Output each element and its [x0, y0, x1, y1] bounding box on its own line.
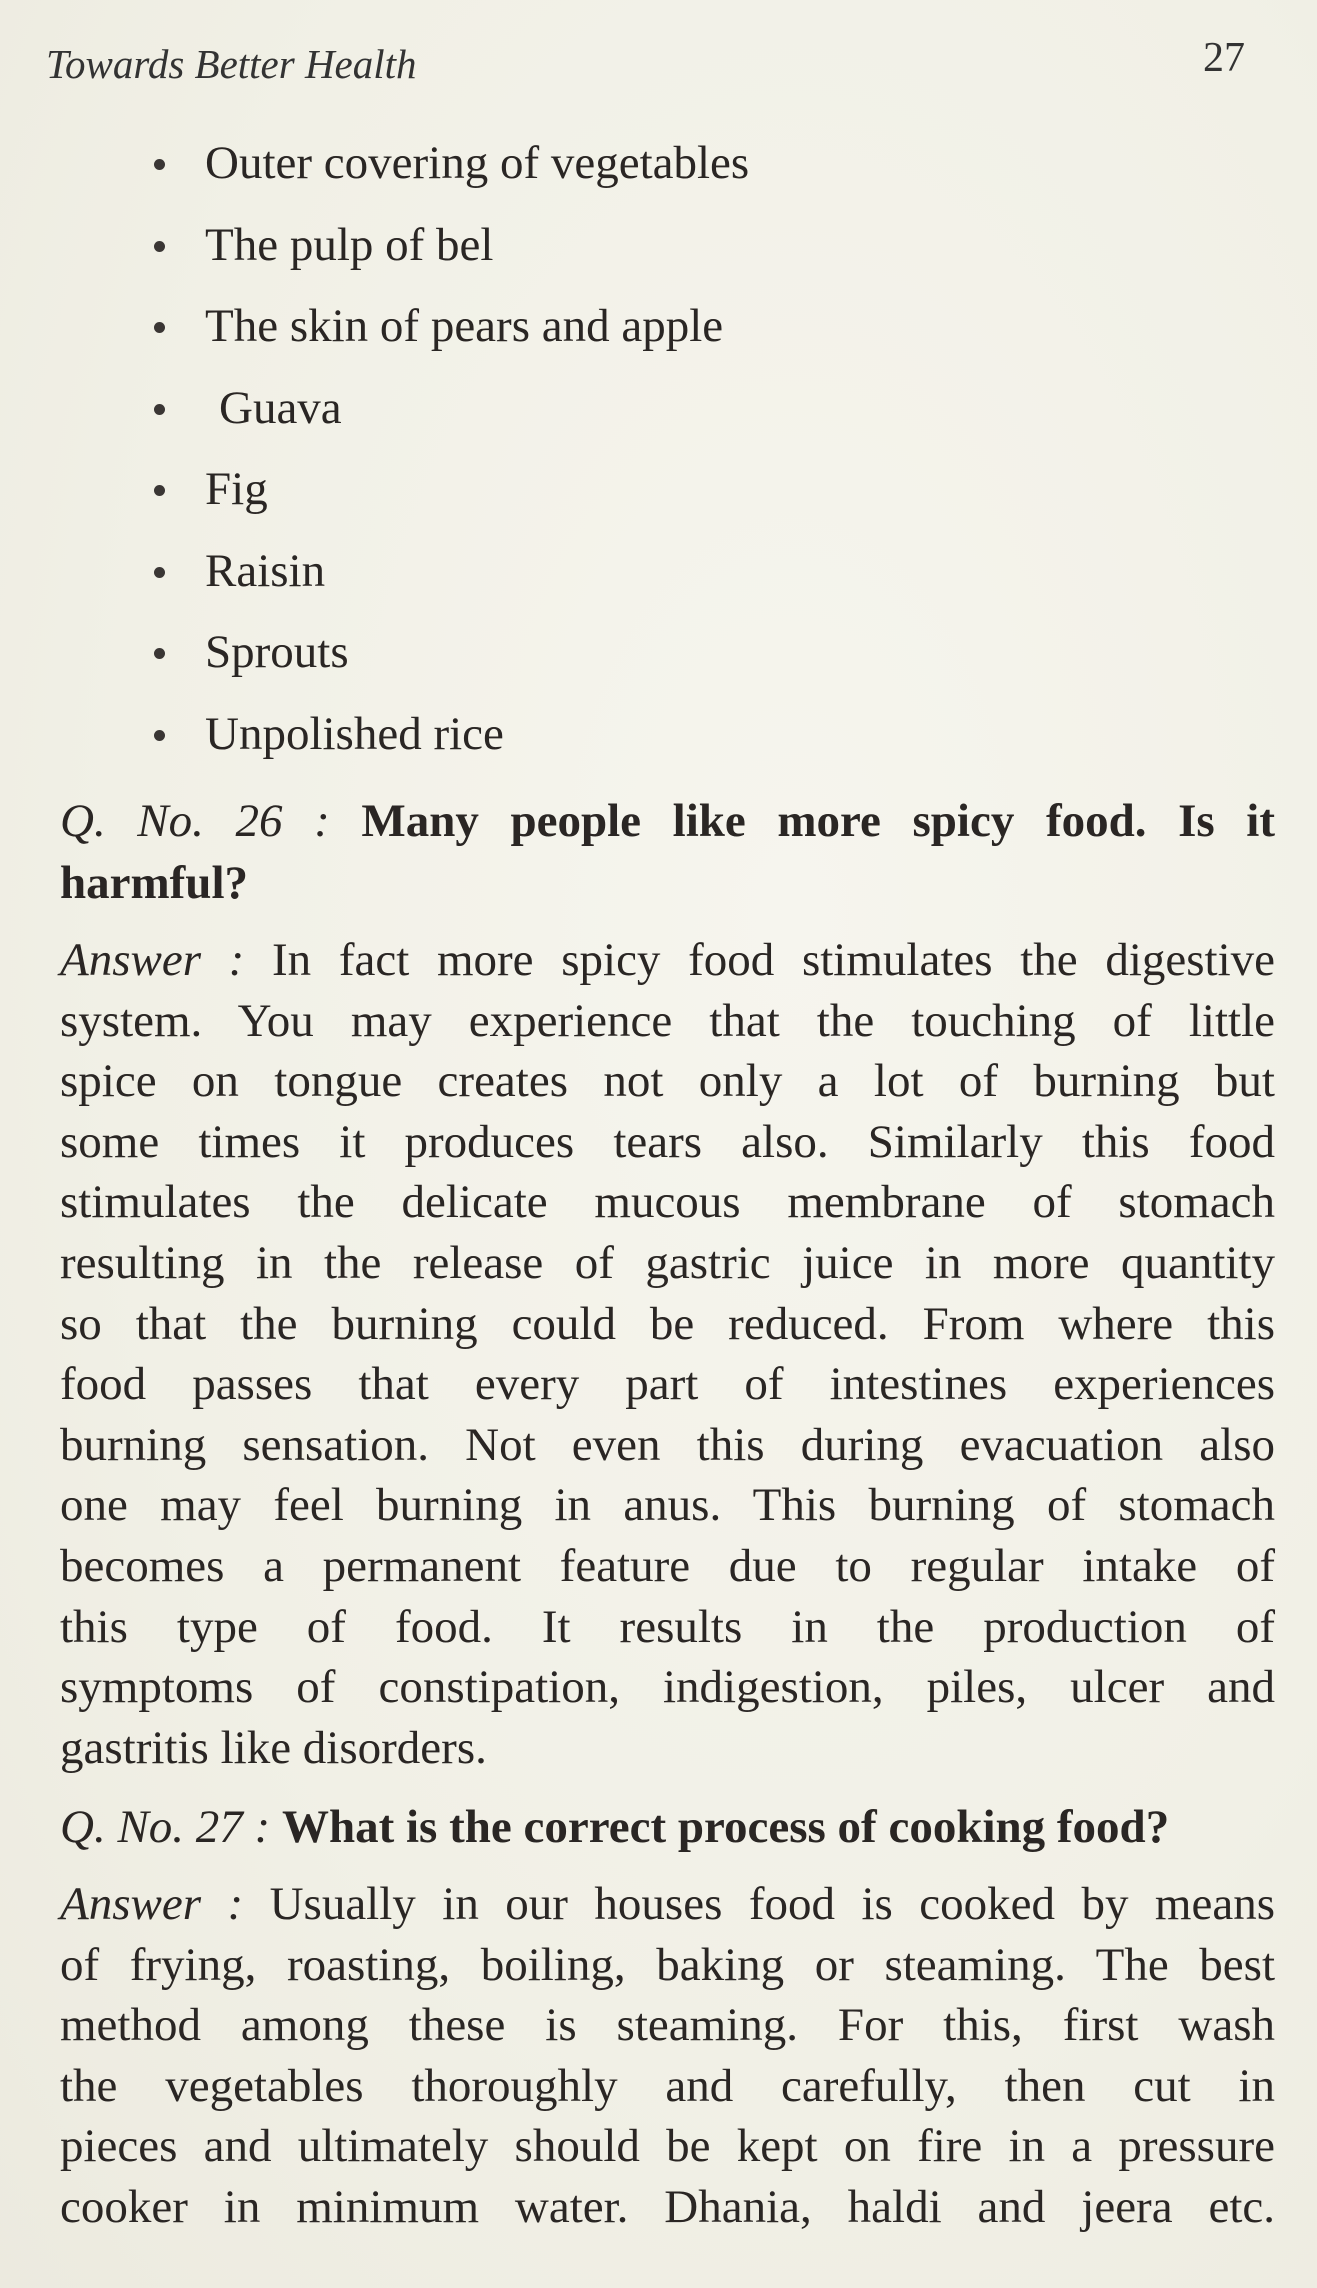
answer-line: stimulates the delicate mucous membrane of stomach	[60, 1176, 1275, 1229]
answer-line: cooker in minimum water. Dhania, haldi and jeera etc.	[60, 2180, 1275, 2233]
answer-line: the vegetables thoroughly and carefully, then cut in	[60, 2059, 1275, 2112]
answer-line: symptoms of constipation, indigestion, piles, ulcer and	[60, 1661, 1275, 1714]
bullet-icon	[154, 648, 165, 659]
list-item: The pulp of bel	[150, 212, 749, 294]
bullet-icon	[154, 404, 165, 415]
question-26	[60, 790, 1275, 914]
bullet-icon	[154, 159, 165, 170]
list-item: Raisin	[150, 538, 749, 620]
answer-line: pieces and ultimately should be kept on fire in a pressure	[60, 2120, 1275, 2173]
bullet-icon	[154, 485, 165, 496]
list-item: The skin of pears and apple	[150, 293, 749, 375]
answer-line: of frying, roasting, boiling, baking or steaming. The best	[60, 1938, 1275, 1991]
question-text: Many people like more spicy food. Is it	[361, 795, 1275, 847]
question-27	[60, 1796, 1275, 1858]
list-item: Fig	[150, 456, 749, 538]
fiber-sources-list	[150, 130, 749, 782]
answer-line: spice on tongue creates not only a lot of burning but	[60, 1055, 1275, 1108]
answer-line: In fact more spicy food stimulates the digestive	[272, 934, 1276, 986]
question-text: harmful?	[60, 857, 248, 909]
answer-line: this type of food. It results in the production of	[60, 1600, 1275, 1653]
question-text: What is the correct process of cooking food?	[281, 1801, 1170, 1853]
list-item: Sprouts	[150, 619, 749, 701]
list-item: Unpolished rice	[150, 701, 749, 783]
answer-line: so that the burning could be reduced. From where this	[60, 1297, 1275, 1350]
answer-27	[60, 1874, 1275, 2238]
page-number: 27	[1203, 35, 1245, 81]
answer-label: Answer :	[60, 934, 245, 986]
answer-label: Answer :	[60, 1878, 244, 1930]
list-item: Guava	[150, 375, 749, 457]
question-label: Q. No. 26 :	[60, 795, 330, 847]
answer-line: gastritis like disorders.	[60, 1721, 487, 1774]
answer-line: Usually in our houses food is cooked by means	[269, 1878, 1275, 1930]
bullet-icon	[154, 730, 165, 741]
running-head: Towards Better Health	[46, 41, 417, 87]
bullet-icon	[154, 567, 165, 578]
answer-line: one may feel burning in anus. This burning of stomach	[60, 1479, 1275, 1532]
question-label: Q. No. 27 :	[60, 1801, 271, 1853]
bullet-icon	[154, 241, 165, 252]
answer-line: burning sensation. Not even this during evacuation also	[60, 1418, 1275, 1471]
answer-line: system. You may experience that the touching of little	[60, 994, 1275, 1047]
bullet-icon	[154, 322, 165, 333]
list-item: Outer covering of vegetables	[150, 130, 749, 212]
answer-line: resulting in the release of gastric juice in more quantity	[60, 1236, 1275, 1289]
answer-line: some times it produces tears also. Similarly this food	[60, 1115, 1275, 1168]
answer-26	[60, 930, 1275, 1778]
answer-line: method among these is steaming. For this, first wash	[60, 1999, 1275, 2052]
answer-line: food passes that every part of intestines experiences	[60, 1358, 1275, 1411]
answer-line: becomes a permanent feature due to regular intake of	[60, 1539, 1275, 1592]
